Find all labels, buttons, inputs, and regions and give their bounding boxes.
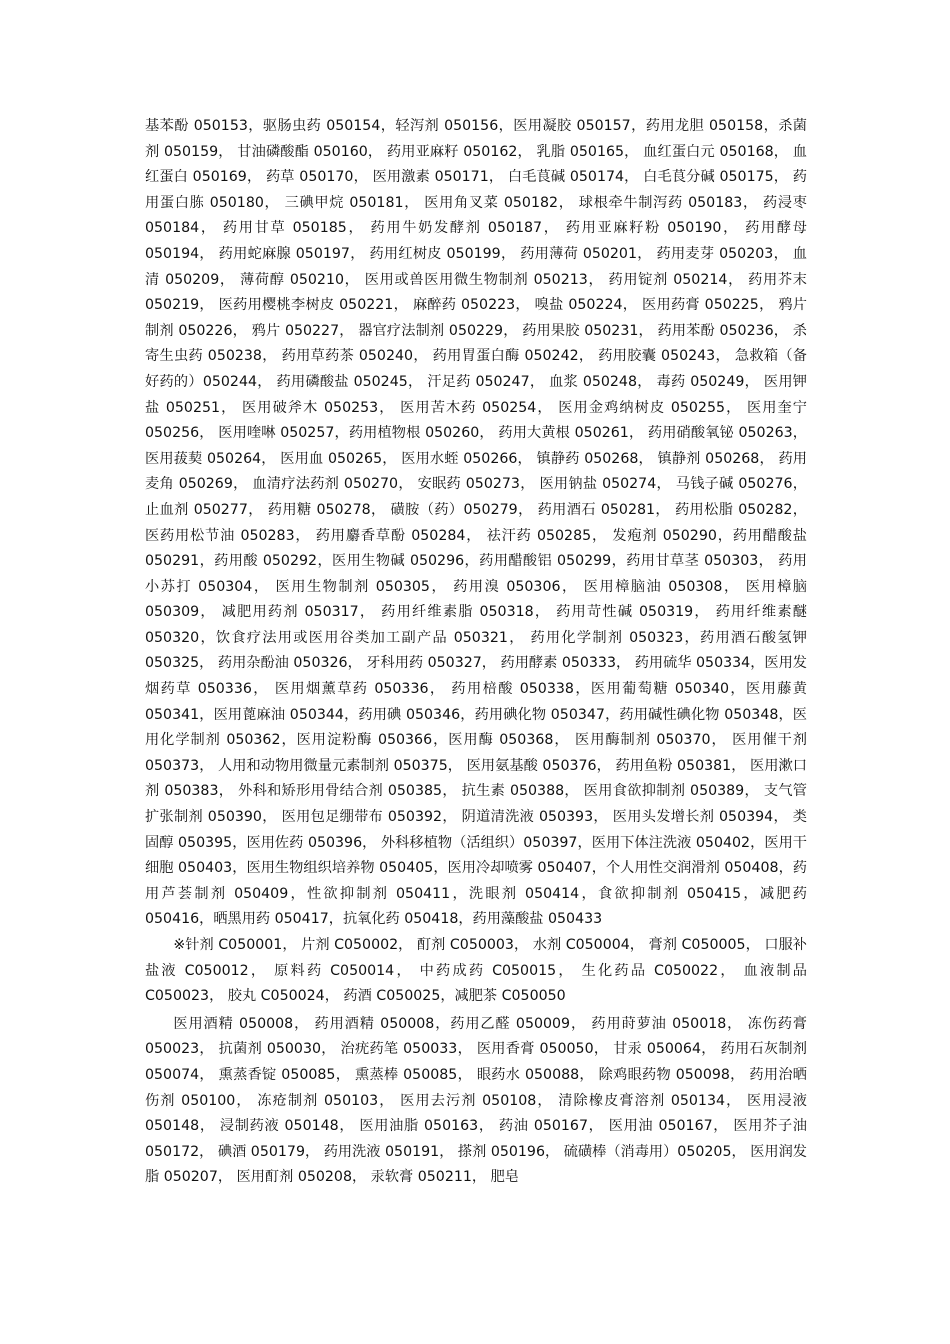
paragraph-pharma-list-continued: 基苯酚 050153，驱肠虫药 050154，轻泻剂 050156，医用凝胶 050157，药用龙胆 050158，杀菌剂 050159， 甘油磷酸酯 050160， 药用亚麻籽 050162， 乳脂 050165， 血红蛋白元 050168， 血红蛋白 050169， 药草 050170， 医用激素 050171， 白毛茛碱 050174， 白毛茛分碱 050175， 药用蛋白胨 050180， 三碘甲烷 050181， 医用角叉菜 050182， 球根牵牛制泻药 050183， 药浸枣 050184， 药用甘草 050185， 药用牛奶发酵剂 050187， 药用亚麻籽粉 050190， 药用酵母 050194， 药用蛇麻腺 050197， 药用红树皮 050199， 药用薄荷 050201， 药用麦芽 050203， 血清 050209， 薄荷醇 050210， 医用或兽医用微生物制剂 050213， 药用锭剂 050214， 药用芥末 050219， 医药用樱桃李树皮 050221， 麻醉药 050223， 嗅盐 050224， 医用药膏 050225， 鸦片制剂 050226， 鸦片 050227， 器官疗法制剂 050229， 药用果胶 050231， 药用苯酚 050236， 杀寄生虫药 050238， 药用草药茶 050240， 药用胃蛋白酶 050242， 药用胶囊 050243， 急救箱（备好药的）050244， 药用磷酸盐 050245， 汗足药 050247， 血浆 050248， 毒药 050249， 医用钾盐 050251， 医用破斧木 050253， 医用苦木药 050254， 医用金鸡纳树皮 050255， 医用奎宁 050256， 医用喹啉 050257，药用植物根 050260， 药用大黄根 050261， 药用硝酸氧铋 050263，医用菝葜 050264， 医用血 050265， 医用水蛭 050266， 镇静药 050268， 镇静剂 050268， 药用麦角 050269， 血清疗法药剂 050270， 安眠药 050273， 医用钠盐 050274， 马钱子碱 050276， 止血剂 050277， 药用糖 050278， 磺胺（药）050279， 药用酒石 050281， 药用松脂 050282， 医药用松节油 050283， 药用麝香草酚 050284， 祛汗药 050285， 发疱剂 050290，药用醋酸盐 050291，药用酸 050292，医用生物碱 050296，药用醋酸铝 050299，药用甘草茎 050303， 药用小苏打 050304， 医用生物制剂 050305， 药用溴 050306， 医用樟脑油 050308， 医用樟脑 050309， 减肥用药剂 050317， 药用纤维素脂 050318， 药用苛性碱 050319， 药用纤维素醚 050320，饮食疗法用或医用谷类加工副产品 050321， 药用化学制剂 050323，药用酒石酸氢钾 050325， 药用杂酚油 050326， 牙科用药 050327， 药用酵素 050333， 药用硫华 050334，医用发烟药草 050336， 医用烟薰草药 050336， 药用棓酸 050338，医用葡萄糖 050340，医用藤黄 050341，医用蓖麻油 050344，药用碘 050346，药用碘化物 050347，药用碱性碘化物 050348，医用化学制剂 050362，医用淀粉酶 050366，医用酶 050368， 医用酶制剂 050370， 医用催干剂 050373， 人用和动物用微量元素制剂 050375， 医用氨基酸 050376， 药用鱼粉 050381， 医用漱口剂 050383， 外科和矫形用骨结合剂 050385， 抗生素 050388， 医用食欲抑制剂 050389， 支气管扩张制剂 050390， 医用包足绷带布 050392， 阴道清洗液 050393， 医用头发增长剂 050394， 类固醇 050395，医用佐药 050396， 外科移植物（活组织）050397，医用下体注洗液 050402，医用干细胞 050403，医用生物组织培养物 050405，医用冷却喷雾 050407，个人用性交润滑剂 050408，药用芦荟制剂 050409，性欲抑制剂 050411，洗眼剂 050414，食欲抑制剂 050415，减肥药 050416，晒黑用药 050417，抗氧化药 050418，药用藻酸盐 050433 <box>145 118 807 928</box>
document-page <box>145 114 807 1191</box>
paragraph-topical-preparations: 医用酒精 050008， 药用酒精 050008，药用乙醛 050009， 药用莳萝油 050018， 冻伤药膏 050023， 抗菌剂 050030， 治疣药笔 050033， 医用香膏 050050， 甘汞 050064， 药用石灰制剂 050074， 熏蒸香锭 050085， 熏蒸棒 050085， 眼药水 050088， 除鸡眼药物 050098， 药用治晒伤剂 050100， 冻疮制剂 050103， 医用去污剂 050108， 清除橡皮膏溶剂 050134， 医用浸液 050148， 浸制药液 050148， 医用油脂 050163， 药油 050167， 医用油 050167， 医用芥子油 050172， 碘酒 050179， 药用洗液 050191， 搽剂 050196， 硫磺棒（消毒用）050205， 医用润发脂 050207， 医用酊剂 050208， 汞软膏 050211， 肥皂 <box>145 1015 807 1186</box>
paragraph-reference-items: ※针剂 C050001， 片剂 C050002， 酊剂 C050003， 水剂 C050004， 膏剂 C050005， 口服补盐液 C050012， 原料药 C050014， 中药成药 C050015， 生化药品 C050022， 血液制品 C050023， 胶丸 C050024， 药酒 C050025，减肥茶 C050050 <box>145 937 807 1005</box>
